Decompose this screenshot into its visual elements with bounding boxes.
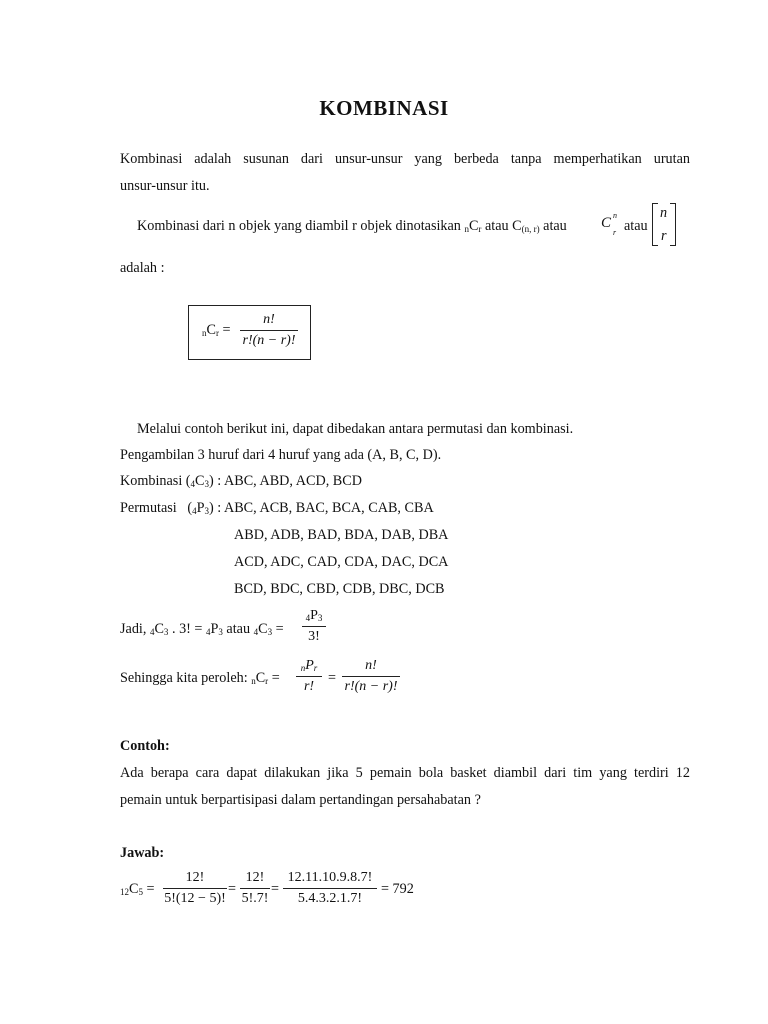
binom-n: n (660, 205, 668, 221)
jadi-c-b: C (258, 621, 268, 637)
sehingga-fraction-1 (296, 658, 322, 695)
jadi-c-a: C (154, 621, 164, 637)
notation-text: Kombinasi dari n objek yang diambil r objek dinotasikan (137, 218, 461, 234)
jawab-fraction-1 (163, 870, 227, 907)
jawab-lhs (120, 881, 155, 898)
jawab-f1-numerator: 12! (185, 870, 205, 885)
kombinasi-label: Kombinasi ( (120, 473, 191, 489)
notation-atau-3: atau (624, 218, 648, 234)
jadi-denominator: 3! (308, 629, 320, 644)
fraction-bar (342, 676, 400, 677)
notation-line (137, 218, 567, 235)
jawab-heading (120, 845, 164, 862)
formula-lhs-sub-n: n (202, 328, 207, 338)
contoh-line-2: pemain untuk berpartisipasi dalam pertandingan persahabatan ? (120, 792, 481, 808)
example-intro-line-1: Melalui contoh berikut ini, dapat dibedakan antara permutasi dan kombinasi. (137, 421, 574, 437)
jawab-sub-12: 12 (120, 887, 129, 897)
permutasi-row-bcd: BCD, BDC, CBD, CDB, DBC, DCB (234, 581, 445, 597)
formula-denominator: r!(n − r)! (242, 333, 296, 348)
sehingga-numerator-1 (301, 658, 318, 674)
permutasi-label: Permutasi ( (120, 500, 193, 516)
kombinasi-line (120, 473, 362, 490)
sehingga-denominator-1: r! (303, 679, 315, 694)
bracket-left (652, 203, 658, 246)
jadi-sub-d: 3 (218, 627, 223, 637)
sehingga-num-p: P (305, 658, 314, 673)
notation-atau-c: atau C (484, 218, 522, 234)
permutasi-row-abd: ABD, ADB, BAD, BDA, DAB, DBA (234, 527, 449, 543)
jadi-num-sub-3: 3 (317, 613, 323, 623)
kombinasi-sub-4: 4 (190, 479, 196, 489)
sehingga-num-sub-n: n (300, 663, 306, 673)
jawab-heading-text: Jawab: (120, 845, 165, 861)
jawab-eq-1: = (146, 881, 155, 897)
formula-eq: = (222, 322, 231, 338)
fraction-bar (302, 626, 326, 627)
permutasi-row-acd: ACD, ADC, CAD, CDA, DAC, DCA (234, 554, 449, 570)
jadi-eq: = (275, 621, 284, 637)
jadi-fraction (302, 608, 326, 645)
jawab-c: C (129, 881, 139, 897)
jawab-fraction-3 (283, 870, 377, 907)
notation-sub-r: r (478, 224, 482, 234)
jadi-sub-b: 3 (163, 627, 169, 637)
cr-symbol: C (601, 215, 612, 231)
jadi-p: P (210, 621, 219, 637)
formula-fraction (240, 312, 298, 349)
jawab-eq-3: = (271, 881, 280, 897)
notation-atau-2: atau (543, 218, 567, 234)
sehingga-prefix: Sehingga kita peroleh: (120, 670, 248, 686)
permutasi-sub-4: 4 (192, 506, 197, 516)
contoh-heading-text: Contoh: (120, 738, 170, 754)
sehingga-eq-2: = (328, 670, 337, 686)
sehingga-fraction-2 (342, 658, 400, 695)
sehingga-sub-n: n (251, 676, 256, 686)
sehingga-c: C (255, 670, 266, 686)
formula-lhs-c: C (206, 322, 216, 338)
fraction-bar (240, 330, 298, 331)
permutasi-line (120, 500, 434, 517)
sehingga-sub-r: r (265, 676, 269, 686)
jadi-num-sub-4: 4 (305, 613, 311, 623)
permutasi-sub-3: 3 (204, 506, 209, 516)
jadi-sub-a: 4 (149, 627, 155, 637)
binom-r: r (661, 228, 667, 244)
notation-sub-n: n (464, 224, 469, 234)
permutasi-p: P (196, 500, 205, 516)
kombinasi-c: C (195, 473, 205, 489)
formula-lhs (202, 322, 231, 339)
jadi-sub-e: 4 (253, 627, 259, 637)
jadi-mid: . 3! = (171, 621, 203, 637)
notation-c: C (468, 218, 479, 234)
permutasi-list: ) : ABC, ACB, BAC, BCA, CAB, CBA (209, 500, 434, 516)
definition-line-1: Kombinasi adalah susunan dari unsur-unsur yang berbeda tanpa memperhatikan urutan (120, 151, 690, 167)
notation-c-args: (n, r) (521, 224, 540, 234)
formula-numerator: n! (263, 312, 275, 327)
jadi-numerator (306, 608, 323, 624)
jadi-sub-c: 4 (205, 627, 211, 637)
sehingga-line (120, 670, 280, 687)
definition-line-2: unsur-unsur itu. (120, 178, 210, 194)
jadi-prefix: Jadi, (120, 621, 147, 637)
jawab-fraction-2 (240, 870, 270, 907)
formula-lhs-sub-r: r (215, 328, 219, 338)
jadi-atau: atau (226, 621, 251, 637)
bracket-right (670, 203, 676, 246)
example-intro-line-2: Pengambilan 3 huruf dari 4 huruf yang ada (A, B, C, D). (120, 447, 442, 463)
sehingga-eq-1: = (271, 670, 280, 686)
kombinasi-list: ) : ABC, ABD, ACD, BCD (209, 473, 362, 489)
jawab-f1-denominator: 5!(12 − 5)! (164, 891, 226, 906)
fraction-bar (296, 676, 322, 677)
fraction-bar (240, 888, 270, 889)
jawab-f3-denominator: 5.4.3.2.1.7! (297, 891, 363, 906)
sehingga-num-sub-r: r (313, 663, 318, 673)
fraction-bar (283, 888, 377, 889)
contoh-heading (120, 738, 170, 755)
jawab-f2-numerator: 12! (245, 870, 265, 885)
cr-sup: n (613, 211, 617, 220)
jawab-eq-2: = (228, 881, 237, 897)
jawab-result: = 792 (381, 881, 414, 897)
page-title: KOMBINASI (319, 96, 449, 120)
jawab-sub-5: 5 (138, 887, 143, 897)
jadi-num-p: P (310, 608, 318, 623)
jawab-f3-numerator: 12.11.10.9.8.7! (287, 870, 373, 885)
sehingga-denominator-2: r!(n − r)! (344, 679, 398, 694)
fraction-bar (163, 888, 227, 889)
cr-sub: r (613, 228, 617, 237)
jadi-line (120, 621, 284, 638)
jadi-sub-f: 3 (267, 627, 273, 637)
contoh-line-1: Ada berapa cara dapat dilakukan jika 5 pemain bola basket diambil dari tim yang terdiri 12 (120, 765, 690, 781)
kombinasi-sub-3: 3 (204, 479, 210, 489)
jawab-f2-denominator: 5!.7! (241, 891, 269, 906)
sehingga-numerator-2: n! (365, 658, 377, 673)
adalah-text: adalah : (120, 260, 165, 276)
